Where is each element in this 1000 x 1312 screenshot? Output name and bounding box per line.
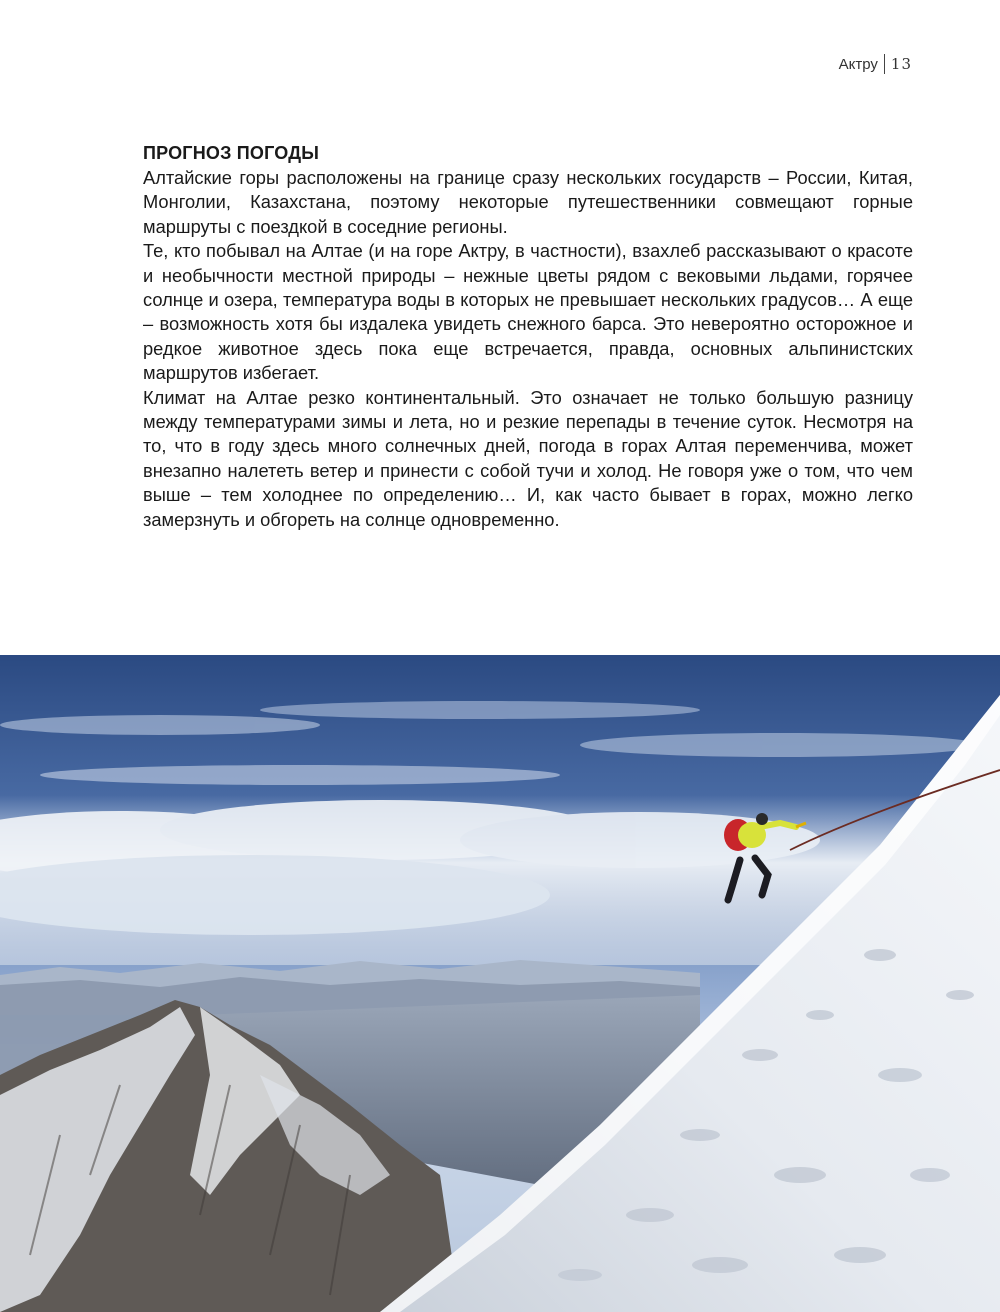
paragraph-1: Алтайские горы расположены на границе сразу нескольких государств – России, Китая, Монголии, Казахстана, поэтому некоторые путешественники совмещают горные маршруты с поездкой в соседние регионы. xyxy=(143,167,913,237)
photo-illustration xyxy=(0,655,1000,1312)
paragraph-2: Те, кто побывал на Алтае (и на горе Актру, в частности), взахлеб рассказывают о красоте и необычности местной природы – нежные цветы рядом с вековыми льдами, горячее солнце и озера, температура воды в которых не превышает нескольких градусов… А еще – возможность хотя бы издалека увидеть снежного барса. Это невероятно осторожное и редкое животное здесь пока еще встречается, правда, основных альпинистских маршрутов избегает. xyxy=(143,240,913,384)
article xyxy=(143,143,913,532)
page-number: 13 xyxy=(890,55,912,73)
mountain-climber-photo xyxy=(0,655,1000,1312)
section-title: Актру xyxy=(838,55,878,73)
paragraph-3: Климат на Алтае резко континентальный. Это означает не только большую разницу между температурами зимы и лета, но и резкие перепады в течение суток. Несмотря на то, что в году здесь много солнечных дней, погода в горах Алтая переменчива, может внезапно налететь ветер и принести с собой тучи и холод. Не говоря уже о том, что чем выше – тем холоднее по определению… И, как часто бывает в горах, можно легко замерзнуть и обгореть на солнце одновременно. xyxy=(143,386,913,530)
article-title: ПРОГНОЗ ПОГОДЫ xyxy=(143,143,320,163)
running-header xyxy=(839,54,912,74)
header-divider xyxy=(884,54,885,74)
